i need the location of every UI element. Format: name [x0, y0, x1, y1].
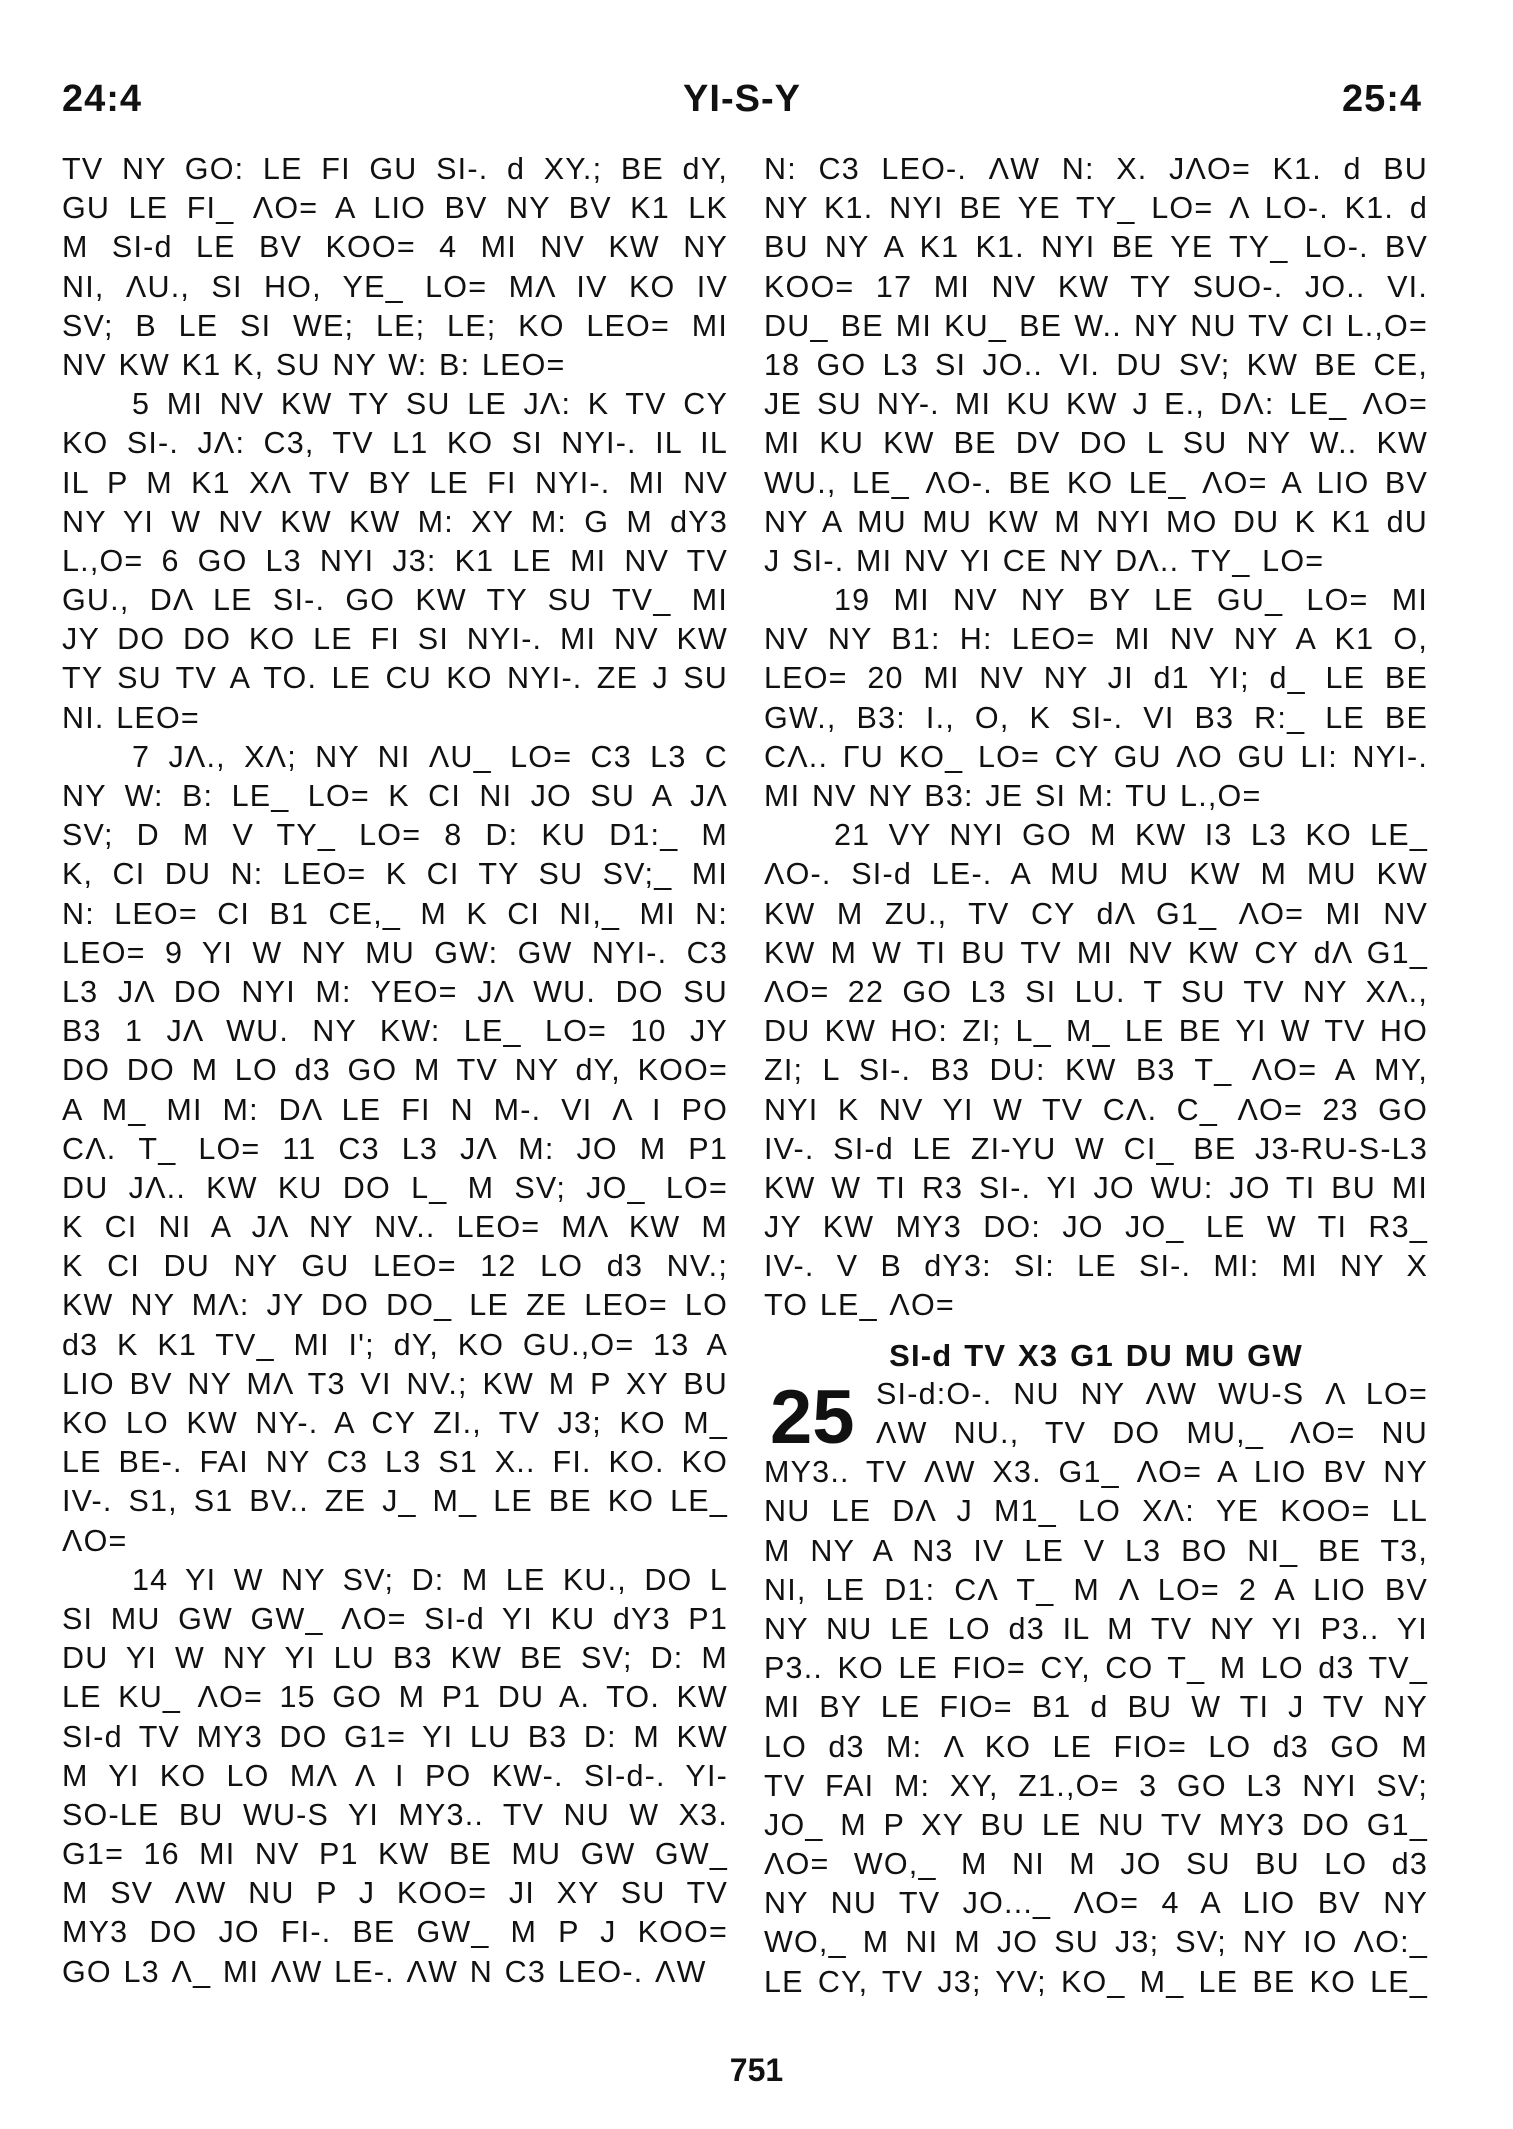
left-column-line: LE KU_ ΛO= 15 GO M P1 DU A. TO. KW	[62, 1680, 728, 1715]
chapter-line: M NY A N3 IV LE V L3 BO NI_ BE T3,	[764, 1533, 1428, 1568]
left-column-line: GU LE FI_ ΛO= A LIO BV NY BV K1 LK	[62, 191, 728, 226]
header-left-reference: 24:4	[62, 78, 143, 120]
left-column-line: IL P M K1 XΛ TV BY LE FI NYI-. MI NV	[62, 465, 728, 500]
right-column-line: ΛO= 22 GO L3 SI LU. T SU TV NY XΛ.,	[764, 974, 1428, 1009]
left-column-line: N: LEO= CI B1 CE,_ M K CI NI,_ MI N:	[62, 896, 728, 931]
right-column-line: JY KW MY3 DO: JO JO_ LE W TI R3_	[764, 1210, 1428, 1245]
right-column-line: GW., B3: I., O, K SI-. VI B3 R:_ LE BE	[764, 700, 1428, 735]
left-column-line: K, CI DU N: LEO= K CI TY SU SV;_ MI	[62, 857, 728, 892]
left-column-line: JY DO DO KO LE FI SI NYI-. MI NV KW	[62, 622, 728, 657]
left-column-line: SI-d TV MY3 DO G1= YI LU B3 D: M KW	[62, 1719, 728, 1754]
left-column-line: SV; D M V TY_ LO= 8 D: KU D1:_ M	[62, 818, 728, 853]
header-right-reference: 25:4	[1341, 78, 1422, 120]
left-column-line: L3 JΛ DO NYI M: YEO= JΛ WU. DO SU	[62, 974, 728, 1009]
left-column-line: NY YI W NV KW KW M: XY M: G M dY3	[62, 504, 728, 539]
chapter-line: LE CY, TV J3; YV; KO_ M_ LE BE KO LE_	[764, 1964, 1428, 1999]
left-column-line: B3 1 JΛ WU. NY KW: LE_ LO= 10 JY	[62, 1014, 728, 1049]
right-column-line: KW M ZU., TV CY dΛ G1_ ΛO= MI NV	[764, 896, 1428, 931]
left-column-line: ΛO=	[62, 1523, 128, 1558]
left-text-column	[62, 150, 728, 1992]
right-column-line: KW M W TI BU TV MI NV KW CY dΛ G1_	[764, 935, 1428, 970]
chapter-drop-line: ΛW NU., TV DO MU,_ ΛO= NU	[876, 1416, 1428, 1450]
left-column-line: DU JΛ.. KW KU DO L_ M SV; JO_ LO=	[62, 1170, 728, 1205]
left-column-line: SI MU GW GW_ ΛO= SI-d YI KU dY3 P1	[62, 1601, 728, 1636]
right-column-line: DU_ BE MI KU_ BE W.. NY NU TV CI L.,O=	[764, 308, 1428, 343]
chapter-line: NI, LE D1: CΛ T_ M Λ LO= 2 A LIO BV	[764, 1572, 1428, 1607]
right-column-line: KOO= 17 MI NV KW TY SUO-. JO.. VI.	[764, 269, 1428, 304]
right-text-column	[764, 150, 1428, 2002]
right-column-line: J SI-. MI NV YI CE NY DΛ.. TY_ LO=	[764, 543, 1325, 578]
right-column-line: BU NY A K1 K1. NYI BE YE TY_ LO-. BV	[764, 230, 1428, 265]
right-column-line: 19 MI NV NY BY LE GU_ LO= MI	[834, 583, 1428, 618]
right-column-line: ZI; L SI-. B3 DU: KW B3 T_ ΛO= A MY,	[764, 1053, 1428, 1088]
left-column-line: M SV ΛW NU P J KOO= JI XY SU TV	[62, 1876, 728, 1911]
chapter-line: JO_ M P XY BU LE NU TV MY3 DO G1_	[764, 1807, 1428, 1842]
chapter-line: TV FAI M: XY, Z1.,O= 3 GO L3 NYI SV;	[764, 1768, 1428, 1803]
chapter-number: 25	[770, 1374, 855, 1460]
left-column-line: L.,O= 6 GO L3 NYI J3: K1 LE MI NV TV	[62, 543, 728, 578]
left-column-line: MY3 DO JO FI-. BE GW_ M P J KOO=	[62, 1915, 728, 1950]
right-column-lines	[764, 150, 1428, 1326]
left-column-line: NI, ΛU., SI HO, YE_ LO= MΛ IV KO IV	[62, 269, 728, 304]
left-column-line: NV KW K1 K, SU NY W: B: LEO=	[62, 347, 566, 382]
section-heading: SI-d TV X3 G1 DU MU GW	[889, 1337, 1303, 1373]
chapter-drop-line: SI-d:O-. NU NY ΛW WU-S Λ LO=	[876, 1376, 1428, 1411]
left-column-line: SO-LE BU WU-S YI MY3.. TV NU W X3.	[62, 1797, 728, 1832]
chapter-line: NY NU TV JO..._ ΛO= 4 A LIO BV NY	[764, 1886, 1428, 1921]
left-column-line: CΛ. T_ LO= 11 C3 L3 JΛ M: JO M P1	[62, 1131, 728, 1166]
left-column-line: NI. LEO=	[62, 700, 200, 735]
left-column-line: TV NY GO: LE FI GU SI-. d XY.; BE dY,	[62, 152, 728, 186]
left-column-line: 7 JΛ., XΛ; NY NI ΛU_ LO= C3 L3 C	[132, 739, 728, 774]
left-column-line: GO L3 Λ_ MI ΛW LE-. ΛW N C3 LEO-. ΛW	[62, 1954, 707, 1989]
chapter-line: NY NU LE LO d3 IL M TV NY YI P3.. YI	[764, 1611, 1428, 1646]
left-column-line: IV-. S1, S1 BV.. ZE J_ M_ LE BE KO LE_	[62, 1484, 728, 1519]
chapter-line: LO d3 M: Λ KO LE FIO= LO d3 GO M	[764, 1729, 1428, 1764]
left-column-line: DO DO M LO d3 GO M TV NY dY, KOO=	[62, 1053, 728, 1088]
chapter-line: P3.. KO LE FIO= CY, CO T_ M LO d3 TV_	[764, 1651, 1428, 1686]
left-column-line: KO LO KW NY-. A CY ZI., TV J3; KO M_	[62, 1406, 728, 1440]
left-column-line: G1= 16 MI NV P1 KW BE MU GW GW_	[62, 1837, 728, 1872]
right-column-line: N: C3 LEO-. ΛW N: X. JΛO= K1. d BU	[764, 152, 1428, 186]
chapter-line: MI BY LE FIO= B1 d BU W TI J TV NY	[764, 1690, 1428, 1725]
right-column-line: TO LE_ ΛO=	[764, 1288, 955, 1323]
right-column-line: DU KW HO: ZI; L_ M_ LE BE YI W TV HO	[764, 1014, 1428, 1049]
left-column-line: KO SI-. JΛ: C3, TV L1 KO SI NYI-. IL IL	[62, 426, 728, 461]
chapter-block	[764, 1375, 1428, 2002]
right-column-line: IV-. SI-d LE ZI-YU W CI_ BE J3-RU-S-L3	[764, 1131, 1428, 1166]
right-column-line: IV-. V B dY3: SI: LE SI-. MI: MI NY X	[764, 1249, 1428, 1284]
left-column-line: LE BE-. FAI NY C3 L3 S1 X.. FI. KO. KO	[62, 1445, 728, 1480]
right-column-line: MI KU KW BE DV DO L SU NY W.. KW	[764, 426, 1428, 461]
right-column-line: KW W TI R3 SI-. YI JO WU: JO TI BU MI	[764, 1170, 1428, 1205]
chapter-drop-lines	[764, 1374, 1428, 1460]
chapter-lines	[764, 1453, 1428, 2002]
right-column-line: MI NV NY B3: JE SI M: TU L.,O=	[764, 779, 1262, 813]
right-column-line: 18 GO L3 SI JO.. VI. DU SV; KW BE CE,	[764, 347, 1428, 382]
chapter-line: WO,_ M NI M JO SU J3; SV; NY IO ΛO:_	[764, 1925, 1428, 1960]
right-column-line: NY K1. NYI BE YE TY_ LO= Λ LO-. K1. d	[764, 191, 1428, 226]
right-column-line: CΛ.. ΓU KO_ LO= CY GU ΛO GU LI: NYI-.	[764, 739, 1428, 774]
right-column-line: LEO= 20 MI NV NY JI d1 YI; d_ LE BE	[764, 661, 1428, 696]
left-column-line: GU., DΛ LE SI-. GO KW TY SU TV_ MI	[62, 583, 728, 618]
left-column-line: LIO BV NY MΛ T3 VI NV.; KW M P XY BU	[62, 1366, 728, 1401]
right-column-line: WU., LE_ ΛO-. BE KO LE_ ΛO= A LIO BV	[764, 465, 1428, 500]
right-column-line: JE SU NY-. MI KU KW J E., DΛ: LE_ ΛO=	[764, 387, 1428, 422]
right-column-line: NV NY B1: H: LEO= MI NV NY A K1 O,	[764, 622, 1428, 657]
page-number: 751	[729, 2052, 784, 2088]
chapter-line: MY3.. TV ΛW X3. G1_ ΛO= A LIO BV NY	[764, 1455, 1428, 1490]
left-column-line: TY SU TV A TO. LE CU KO NYI-. ZE J SU	[62, 661, 728, 696]
right-column-line: NYI K NV YI W TV CΛ. C_ ΛO= 23 GO	[764, 1092, 1428, 1127]
right-column-line: NY A MU MU KW M NYI MO DU K K1 dU	[764, 504, 1428, 539]
left-column-line: K CI NI A JΛ NY NV.. LEO= MΛ KW M	[62, 1210, 728, 1245]
right-column-line: 21 VY NYI GO M KW I3 L3 KO LE_	[834, 818, 1428, 853]
left-column-line: 5 MI NV KW TY SU LE JΛ: K TV CY	[132, 387, 728, 422]
chapter-line: NU LE DΛ J M1_ LO XΛ: YE KOO= LL	[764, 1494, 1428, 1529]
right-column-line: ΛO-. SI-d LE-. A MU MU KW M MU KW	[764, 857, 1428, 892]
left-column-line: DU YI W NY YI LU B3 KW BE SV; D: M	[62, 1641, 728, 1676]
chapter-line: ΛO= WO,_ M NI M JO SU BU LO d3	[764, 1847, 1428, 1882]
left-column-line: K CI DU NY GU LEO= 12 LO d3 NV.;	[62, 1249, 728, 1284]
left-column-line: NY W: B: LE_ LO= K CI NI JO SU A JΛ	[62, 779, 728, 813]
left-column-line: KW NY MΛ: JY DO DO_ LE ZE LEO= LO	[62, 1288, 728, 1323]
header-book-title: YI-S-Y	[683, 78, 801, 120]
left-column-line: M SI-d LE BV KOO= 4 MI NV KW NY	[62, 230, 728, 265]
left-column-line: d3 K K1 TV_ MI I'; dY, KO GU.,O= 13 A	[62, 1327, 728, 1362]
left-column-line: 14 YI W NY SV; D: M LE KU., DO L	[132, 1562, 728, 1597]
running-header	[62, 78, 1422, 128]
left-column-line: M YI KO LO MΛ Λ I PO KW-. SI-d-. YI-	[62, 1758, 728, 1793]
left-column-line: A M_ MI M: DΛ LE FI N M-. VI Λ I PO	[62, 1092, 728, 1127]
left-column-line: SV; B LE SI WE; LE; LE; KO LEO= MI	[62, 308, 728, 343]
left-column-line: LEO= 9 YI W NY MU GW: GW NYI-. C3	[62, 935, 728, 970]
